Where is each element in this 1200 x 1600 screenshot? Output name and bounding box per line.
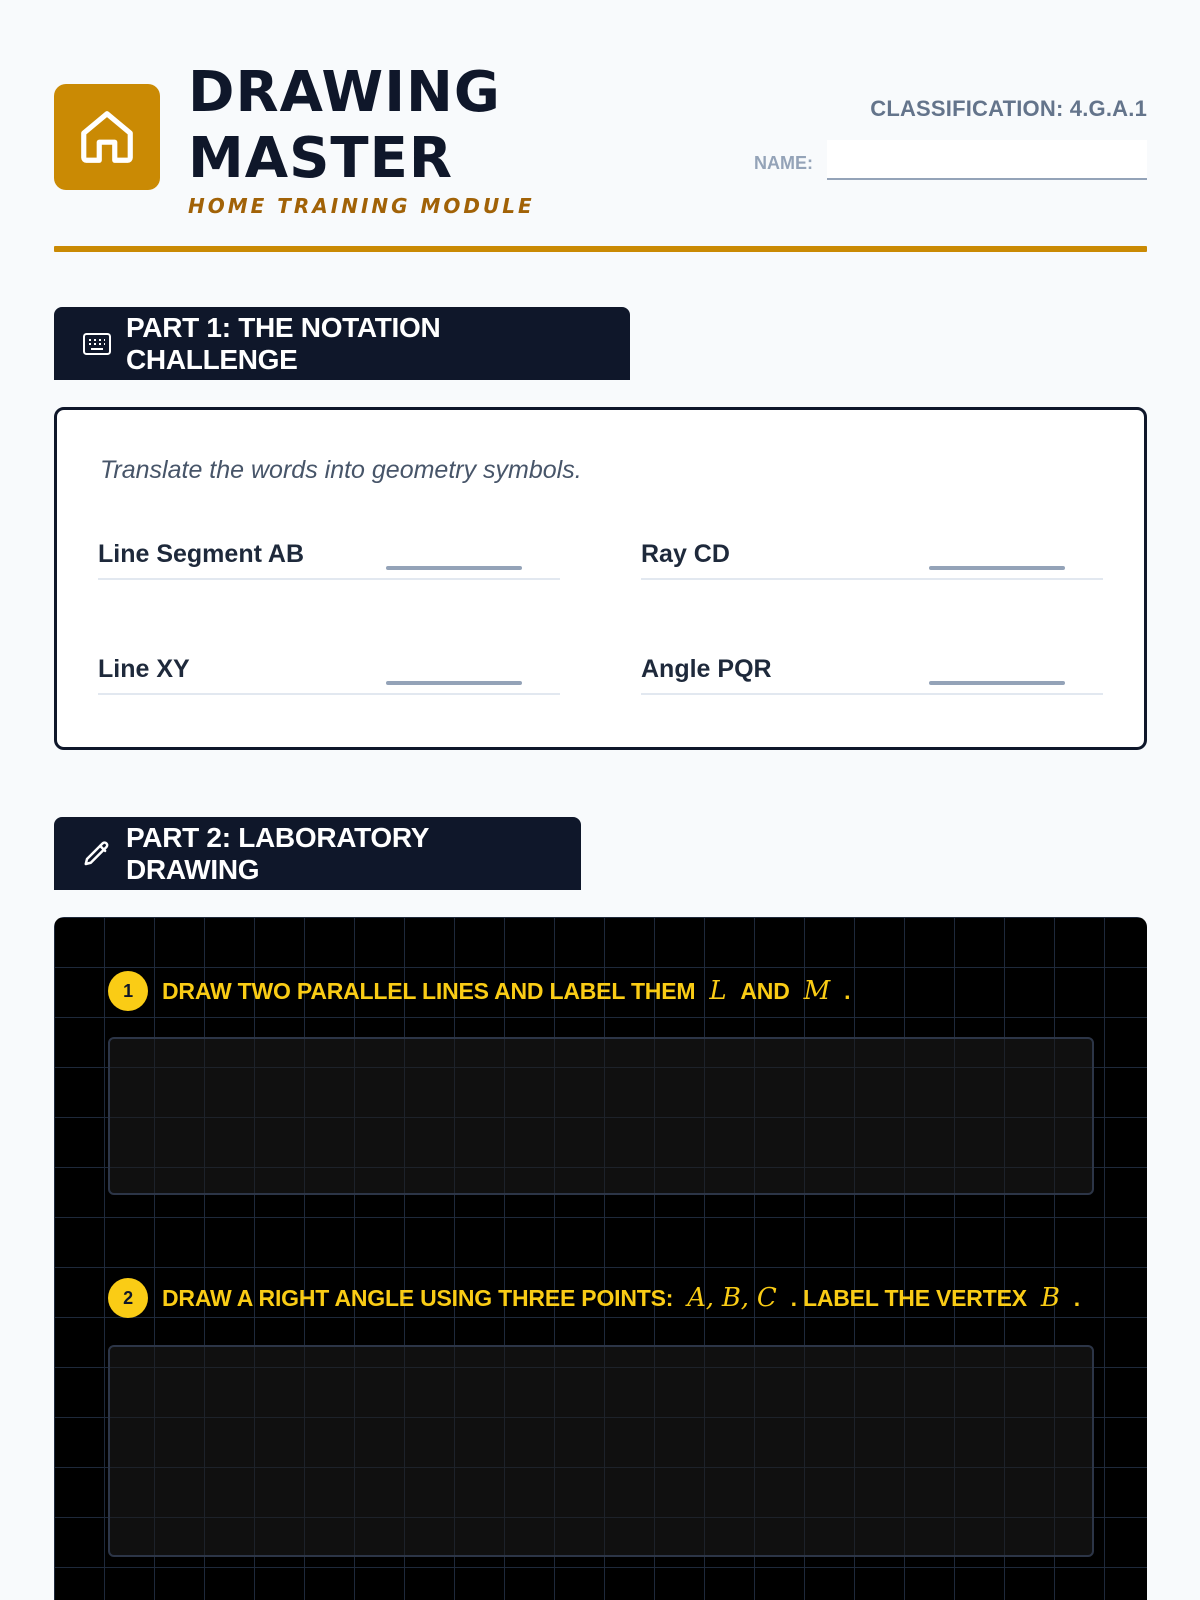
math-symbol: M xyxy=(803,976,831,1006)
part1-tab xyxy=(54,307,630,380)
classification-label: CLASSIFICATION: 4.G.A.1 xyxy=(870,96,1147,121)
notation-challenge-panel xyxy=(54,407,1147,750)
keyboard-icon xyxy=(82,331,112,357)
laboratory-drawing-panel xyxy=(54,917,1147,1600)
task-text: DRAW A RIGHT ANGLE USING THREE POINTS: xyxy=(162,1284,674,1311)
part2-title: PART 2: LABORATORY DRAWING xyxy=(126,821,429,885)
notation-item xyxy=(641,520,1103,580)
math-symbol: A, B, C xyxy=(687,1283,777,1313)
notation-item xyxy=(98,635,560,695)
drawing-area-1[interactable] xyxy=(108,1037,1094,1195)
task-number-badge: 1 xyxy=(108,971,148,1011)
name-label: NAME: xyxy=(754,153,813,173)
task-prompt-1 xyxy=(108,971,850,1011)
notation-term: Angle PQR xyxy=(641,655,772,683)
task-text: . xyxy=(844,977,851,1004)
answer-blank[interactable] xyxy=(386,566,522,570)
notation-item xyxy=(641,635,1103,695)
notation-item xyxy=(98,520,560,580)
notation-term: Line Segment AB xyxy=(98,540,305,568)
answer-blank[interactable] xyxy=(386,681,522,685)
name-input[interactable] xyxy=(827,140,1147,180)
notation-term: Ray CD xyxy=(641,540,730,568)
part2-tab xyxy=(54,817,581,890)
task-text: . xyxy=(1073,1284,1080,1311)
worksheet-header xyxy=(54,60,1147,250)
answer-blank[interactable] xyxy=(929,681,1065,685)
part1-title: PART 1: THE NOTATION CHALLENGE xyxy=(126,311,441,375)
math-symbol: L xyxy=(709,976,727,1006)
name-row xyxy=(754,140,1147,180)
math-symbol: B xyxy=(1040,1283,1060,1313)
task-text: AND xyxy=(740,977,790,1004)
drawing-area-2[interactable] xyxy=(108,1345,1094,1557)
answer-blank[interactable] xyxy=(929,566,1065,570)
task-text: . LABEL THE VERTEX xyxy=(790,1284,1027,1311)
task-text: DRAW TWO PARALLEL LINES AND LABEL THEM xyxy=(162,977,696,1004)
part1-instructions: Translate the words into geometry symbols. xyxy=(100,456,582,484)
pencil-icon xyxy=(82,839,112,869)
header-divider xyxy=(54,246,1147,252)
logo xyxy=(54,84,160,190)
notation-term: Line XY xyxy=(98,655,190,683)
home-icon xyxy=(76,106,138,168)
task-number-badge: 2 xyxy=(108,1278,148,1318)
brand-subtitle: HOME TRAINING MODULE xyxy=(188,194,535,218)
brand-title-line2: MASTER xyxy=(188,126,453,191)
brand-title-line1: DRAWING xyxy=(188,60,501,125)
brand xyxy=(188,60,535,218)
task-prompt-2 xyxy=(108,1278,1080,1318)
